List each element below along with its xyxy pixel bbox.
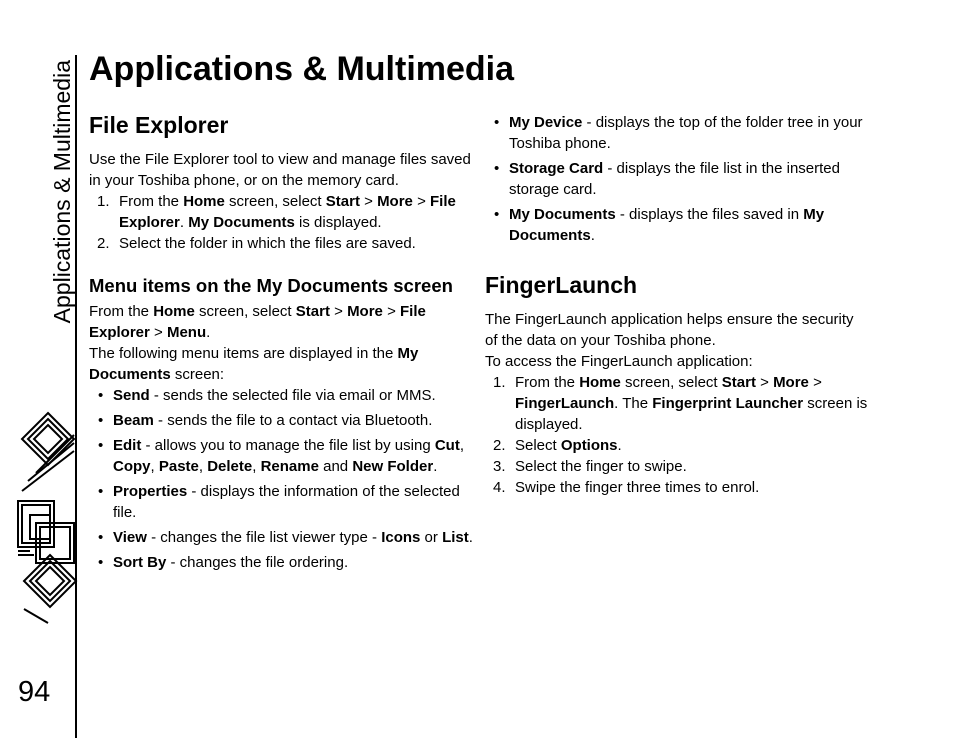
list-item — [89, 552, 474, 573]
right-column — [485, 112, 870, 498]
fingerlaunch-access-text: To access the FingerLaunch application: — [485, 353, 753, 370]
bullet: • — [98, 437, 104, 454]
menu-items-list — [89, 385, 474, 573]
bullet: • — [98, 529, 104, 546]
list-item-text: Properties - displays the information of the selected file. — [113, 483, 460, 521]
list-item — [485, 112, 870, 154]
list-item-text: My Device - displays the top of the folder tree in your Toshiba phone. — [509, 114, 863, 152]
list-item — [89, 385, 474, 406]
bullet: • — [98, 554, 104, 571]
sidebar-section-title: Applications & Multimedia — [49, 60, 75, 324]
step-text: From the Home screen, select Start > More > File Explorer. My Documents is displayed. — [119, 193, 456, 231]
list-item — [89, 410, 474, 431]
step-item — [89, 191, 474, 233]
menu-path-text: From the Home screen, select Start > More > File Explorer > Menu. — [89, 303, 426, 341]
left-column — [89, 108, 474, 577]
step-number: 2. — [97, 235, 110, 252]
step-number: 1. — [97, 193, 110, 210]
fingerlaunch-heading: FingerLaunch — [485, 272, 638, 298]
file-explorer-intro: Use the File Explorer tool to view and manage files saved in your Toshiba phone, or on the memory card. — [89, 151, 471, 189]
page-title: Applications & Multimedia — [89, 50, 515, 88]
list-item — [89, 527, 474, 548]
bullet: • — [98, 387, 104, 404]
step-text: Select Options. — [515, 437, 622, 454]
decorative-diamond-graphic — [8, 405, 80, 630]
list-item — [485, 204, 870, 246]
page-number: 94 — [18, 676, 51, 708]
step-item — [89, 233, 474, 254]
menu-intro-text: The following menu items are displayed in the My Documents screen: — [89, 345, 419, 383]
file-explorer-heading: File Explorer — [89, 112, 229, 138]
file-explorer-steps — [89, 191, 474, 254]
folder-options-list — [485, 112, 870, 246]
menu-items-heading: Menu items on the My Documents screen — [89, 275, 453, 296]
list-item — [485, 158, 870, 200]
step-text: Select the folder in which the files are saved. — [119, 235, 416, 252]
step-number: 1. — [493, 374, 506, 391]
bullet: • — [494, 160, 500, 177]
step-number: 2. — [493, 437, 506, 454]
step-text: Swipe the finger three times to enrol. — [515, 479, 760, 496]
list-item-text: Beam - sends the file to a contact via Bluetooth. — [113, 412, 433, 429]
list-item-text: My Documents - displays the files saved in My Documents. — [509, 206, 825, 244]
bullet: • — [494, 114, 500, 131]
fingerlaunch-steps — [485, 372, 870, 498]
step-item — [485, 372, 870, 435]
step-item — [485, 477, 870, 498]
list-item-text: Edit - allows you to manage the file list by using Cut, Copy, Paste, Delete, Rename and New Folder. — [113, 437, 464, 475]
bullet: • — [98, 412, 104, 429]
step-number: 4. — [493, 479, 506, 496]
list-item-text: Sort By - changes the file ordering. — [113, 554, 349, 571]
step-text: From the Home screen, select Start > More > FingerLaunch. The Fingerprint Launcher screen is displayed. — [515, 374, 868, 433]
list-item-text: Storage Card - displays the file list in the inserted storage card. — [509, 160, 840, 198]
bullet: • — [494, 206, 500, 223]
list-item-text: Send - sends the selected file via email or MMS. — [113, 387, 436, 404]
step-item — [485, 456, 870, 477]
list-item — [89, 435, 474, 477]
bullet: • — [98, 483, 104, 500]
fingerlaunch-intro: The FingerLaunch application helps ensure the security of the data on your Toshiba phone. — [485, 311, 854, 349]
step-text: Select the finger to swipe. — [515, 458, 687, 475]
step-number: 3. — [493, 458, 506, 475]
list-item-text: View - changes the file list viewer type - Icons or List. — [113, 529, 473, 546]
step-item — [485, 435, 870, 456]
list-item — [89, 481, 474, 523]
